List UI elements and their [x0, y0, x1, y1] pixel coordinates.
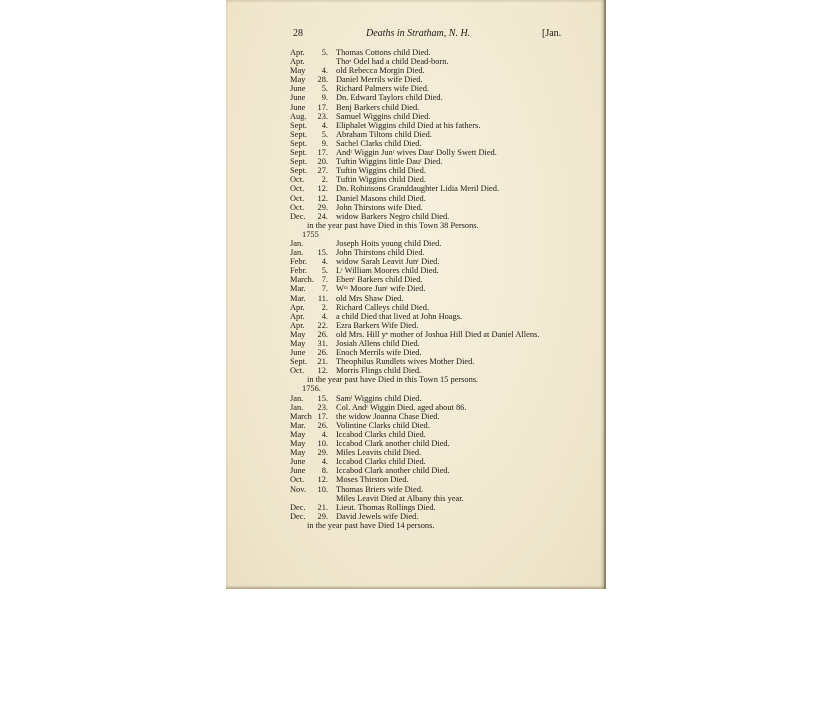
record-day: 17. — [317, 411, 328, 421]
record-row — [290, 48, 600, 57]
record-row — [290, 357, 600, 366]
record-month: Dec. — [290, 211, 306, 221]
record-row — [290, 503, 600, 512]
record-row — [290, 466, 600, 475]
record-day: 4. — [321, 311, 328, 321]
record-text: Dn. Robinsons Granddaughter Lidia Meril Died. — [336, 184, 500, 194]
record-month: Mar. — [290, 293, 306, 303]
record-text: in the year past have Died 14 persons. — [307, 520, 435, 530]
record-row — [290, 312, 600, 321]
record-text: Lieut. Thomas Rollings Died. — [336, 502, 436, 512]
record-day: 26. — [317, 329, 328, 339]
record-month: Mar. — [290, 420, 306, 430]
record-row — [290, 121, 600, 130]
record-day: 10. — [317, 439, 328, 449]
record-month: May — [290, 329, 306, 339]
running-title: Deaths in Stratham, N. H. — [366, 28, 471, 39]
record-month: Apr. — [290, 48, 305, 57]
record-row — [290, 321, 600, 330]
record-text: Thomas Cottons child Died. — [336, 48, 431, 57]
record-text: Iccabod Clarks child Died. — [336, 429, 426, 439]
record-row — [290, 148, 600, 157]
record-text: old Mrs Shaw Died. — [336, 293, 404, 303]
record-text: Col. Andʳ Wiggin Died. aged about 86. — [336, 402, 467, 412]
page-number: 28 — [293, 28, 303, 39]
record-month: Apr. — [290, 320, 305, 330]
record-month: Dec. — [290, 511, 306, 521]
record-day: 12. — [317, 184, 328, 194]
record-day: 5. — [321, 129, 328, 139]
record-month: Aug. — [290, 111, 307, 121]
record-month: March. — [290, 275, 314, 285]
record-month: June — [290, 348, 306, 358]
record-day: 15. — [317, 248, 328, 258]
record-text: John Thirstons child Died. — [336, 248, 425, 258]
record-day: 2. — [321, 175, 328, 185]
record-text: Ezra Barkers Wife Died. — [336, 320, 419, 330]
page-edge — [604, 0, 606, 589]
record-day: 17. — [317, 102, 328, 112]
record-month: Mar. — [290, 284, 306, 294]
record-text: in the year past have Died in this Town 15 persons. — [307, 375, 479, 385]
record-row — [290, 57, 600, 66]
record-month: May — [290, 75, 306, 85]
record-text: Samˡ Wiggins child Died. — [336, 393, 422, 403]
record-month: May — [290, 339, 306, 348]
record-day: 12. — [317, 475, 328, 485]
record-day: 29. — [317, 448, 328, 458]
record-row — [290, 475, 600, 484]
record-day: 17. — [317, 148, 328, 158]
record-row — [290, 275, 600, 284]
record-row — [290, 448, 600, 457]
record-month: May — [290, 439, 306, 449]
record-day: 23. — [317, 111, 328, 121]
record-day: 8. — [321, 466, 328, 476]
death-record-list — [290, 48, 600, 530]
record-text: Thomas Briers wife Died. — [336, 484, 423, 494]
record-day: 15. — [317, 393, 328, 403]
record-month: Sept. — [290, 148, 307, 158]
record-text: Daniel Merrils wife Died. — [336, 75, 423, 85]
record-text: 1756. — [302, 384, 321, 394]
record-text: Moses Thirston Died. — [336, 475, 409, 485]
record-day: 22. — [317, 320, 328, 330]
record-text: old Mrs. Hill yᵉ mother of Joshua Hill Died at Daniel Allens. — [336, 329, 540, 339]
record-row — [290, 512, 600, 521]
record-text: Iccabod Clarks child Died. — [336, 457, 426, 467]
record-text: Sachel Clarks child Died. — [336, 138, 422, 148]
record-row — [290, 430, 600, 439]
record-text: Richard Calleys child Died. — [336, 302, 430, 312]
record-row — [290, 212, 600, 221]
record-text: the widow Joanna Chase Died. — [336, 411, 440, 421]
record-text: Richard Palmers wife Died. — [336, 84, 430, 94]
year-summary — [290, 375, 600, 384]
record-day: 4. — [321, 257, 328, 267]
record-day: 29. — [317, 202, 328, 212]
record-month: Nov. — [290, 484, 306, 494]
year-summary — [290, 521, 600, 530]
record-row — [290, 139, 600, 148]
record-text: Iccabod Clark another child Died. — [336, 439, 450, 449]
record-row — [290, 103, 600, 112]
record-month: Oct. — [290, 475, 305, 485]
record-text: Wᵐ Moore Junʳ wife Died. — [336, 284, 426, 294]
record-row — [290, 248, 600, 257]
record-month: May — [290, 429, 306, 439]
record-text: widow Barkers Negro child Died. — [336, 211, 450, 221]
record-day: 27. — [317, 166, 328, 176]
record-text: Theophilus Rundlets wives Mother Died. — [336, 357, 475, 367]
record-text: Tuftin Wiggins little Dauʳ Died. — [336, 157, 443, 167]
record-text: Miles Leavits child Died. — [336, 448, 422, 458]
record-row — [290, 303, 600, 312]
record-row — [290, 439, 600, 448]
record-day: 4. — [321, 66, 328, 76]
record-day: 7. — [321, 275, 328, 285]
record-month: Oct. — [290, 366, 305, 376]
record-day: 9. — [321, 93, 328, 103]
record-day: 20. — [317, 157, 328, 167]
record-month: Jan. — [290, 238, 304, 248]
record-text: Tuftin Wiggins child Died. — [336, 166, 426, 176]
record-month: Sept. — [290, 157, 307, 167]
year-summary — [290, 221, 600, 230]
record-row — [290, 294, 600, 303]
record-text: Dn. Edward Taylors child Died. — [336, 93, 443, 103]
record-row — [290, 457, 600, 466]
record-text: widow Sarah Leavit Junʳ Died. — [336, 257, 440, 267]
record-month: May — [290, 66, 306, 76]
record-day: 26. — [317, 348, 328, 358]
record-row — [290, 412, 600, 421]
record-month: Jan. — [290, 402, 304, 412]
record-day: 11. — [317, 293, 328, 303]
record-month: June — [290, 93, 306, 103]
record-month: Apr. — [290, 57, 305, 67]
record-text: Benj Barkers child Died. — [336, 102, 420, 112]
record-day: 10. — [317, 484, 328, 494]
record-text: Iccabod Clark another child Died. — [336, 466, 450, 476]
record-month: Oct. — [290, 202, 305, 212]
record-row — [290, 348, 600, 357]
record-text: a child Died that lived at John Hoags. — [336, 311, 463, 321]
year-heading — [290, 384, 600, 393]
record-text: Enoch Merrils wife Died. — [336, 348, 422, 358]
record-row — [290, 112, 600, 121]
record-row — [290, 66, 600, 75]
record-row — [290, 130, 600, 139]
record-day: 4. — [321, 120, 328, 130]
record-month: Sept. — [290, 357, 307, 367]
record-row — [290, 421, 600, 430]
record-month: March — [290, 411, 312, 421]
record-day: 26. — [317, 420, 328, 430]
record-text: Tuftin Wiggins child Died. — [336, 175, 426, 185]
record-day: 23. — [317, 402, 328, 412]
record-text: Daniel Masons child Died. — [336, 193, 426, 203]
record-month: June — [290, 457, 306, 467]
record-day: 4. — [321, 457, 328, 467]
record-row — [290, 84, 600, 93]
running-mark: [Jan. — [542, 28, 562, 39]
record-row — [290, 75, 600, 84]
record-text: John Thirstons wife Died. — [336, 202, 423, 212]
record-text: Eliphalet Wiggins child Died at his fathers. — [336, 120, 481, 130]
record-month: Febr. — [290, 257, 307, 267]
record-row — [290, 330, 600, 339]
record-month: Apr. — [290, 311, 305, 321]
record-text: Andʳ Wiggin Junʳ wives Dauʳ Dolly Swett Died. — [336, 148, 497, 158]
record-row — [290, 284, 600, 293]
record-text: Abraham Tiltons child Died. — [336, 129, 432, 139]
record-text: Samuel Wiggins child Died. — [336, 111, 431, 121]
year-heading — [290, 230, 600, 239]
record-text: 1755 — [302, 229, 319, 239]
record-row — [290, 257, 600, 266]
record-day: 5. — [321, 84, 328, 94]
record-row — [290, 239, 600, 248]
record-month: Oct. — [290, 193, 305, 203]
record-day: 7. — [321, 284, 328, 294]
record-day: 5. — [321, 266, 328, 276]
record-day: 4. — [321, 429, 328, 439]
record-month: Jan. — [290, 393, 304, 403]
record-row — [290, 494, 600, 503]
record-day: 31. — [317, 339, 328, 348]
record-row — [290, 166, 600, 175]
record-row — [290, 485, 600, 494]
record-row — [290, 366, 600, 375]
record-month: June — [290, 466, 306, 476]
record-text: Lᵗ William Moores child Died. — [336, 266, 439, 276]
record-text: Ebenʳ Barkers child Died. — [336, 275, 423, 285]
record-row — [290, 203, 600, 212]
record-month: Sept. — [290, 166, 307, 176]
record-text: David Jewels wife Died. — [336, 511, 419, 521]
record-row — [290, 403, 600, 412]
record-month: Dec. — [290, 502, 306, 512]
record-text: Morris Flings child Died. — [336, 366, 422, 376]
record-day: 5. — [321, 48, 328, 57]
record-row — [290, 194, 600, 203]
record-day: 29. — [317, 511, 328, 521]
record-month: Oct. — [290, 175, 305, 185]
record-text: Volintine Clarks child Died. — [336, 420, 430, 430]
record-month: Jan. — [290, 248, 304, 258]
record-day: 24. — [317, 211, 328, 221]
record-day: 21. — [317, 502, 328, 512]
record-row — [290, 157, 600, 166]
record-day: 9. — [321, 138, 328, 148]
record-text: Josiah Allens child Died. — [336, 339, 420, 348]
record-month: Sept. — [290, 129, 307, 139]
record-month: June — [290, 84, 306, 94]
record-day: 28. — [317, 75, 328, 85]
record-text: in the year past have Died in this Town 38 Persons. — [307, 220, 479, 230]
record-row — [290, 175, 600, 184]
record-row — [290, 184, 600, 193]
record-row — [290, 394, 600, 403]
record-text: Miles Leavit Died at Albany this year. — [336, 493, 464, 503]
record-month: Oct. — [290, 184, 305, 194]
record-day: 21. — [317, 357, 328, 367]
record-day: 12. — [317, 366, 328, 376]
record-month: Sept. — [290, 138, 307, 148]
record-day: 12. — [317, 193, 328, 203]
book-page — [226, 0, 606, 589]
record-row — [290, 266, 600, 275]
record-text: Thoˢ Odel had a child Dead-born. — [336, 57, 449, 67]
record-month: May — [290, 448, 306, 458]
record-day: 2. — [321, 302, 328, 312]
record-month: June — [290, 102, 306, 112]
record-month: Apr. — [290, 302, 305, 312]
record-row — [290, 339, 600, 348]
record-text: old Rebecca Morgin Died. — [336, 66, 425, 76]
record-month: Sept. — [290, 120, 307, 130]
record-row — [290, 93, 600, 102]
record-text: Joseph Hoits young child Died. — [336, 238, 442, 248]
record-month: Febr. — [290, 266, 307, 276]
